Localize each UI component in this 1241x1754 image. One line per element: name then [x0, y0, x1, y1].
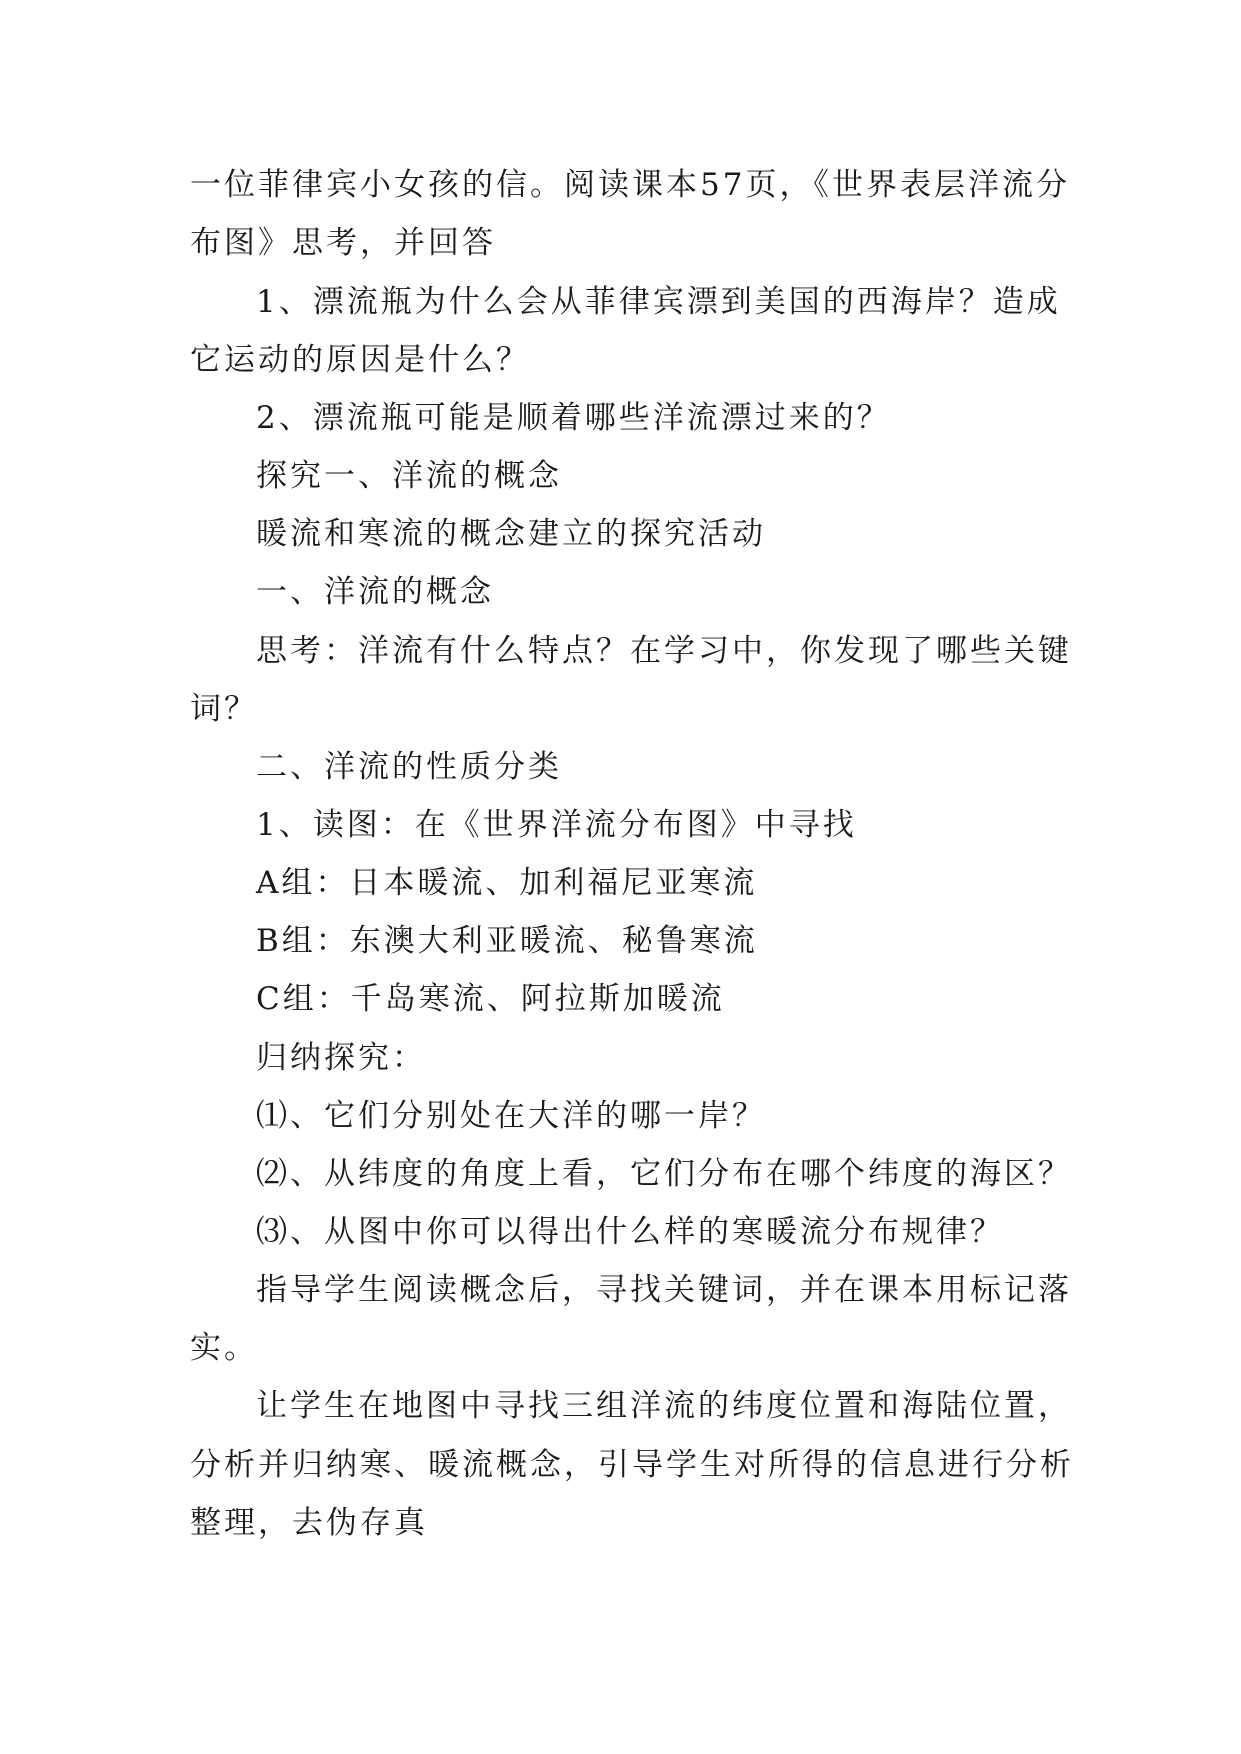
text-line-1: 一位菲律宾小女孩的信。阅读课本57页，《世界表层洋流分: [190, 167, 1070, 203]
text-line-11: 二、洋流的性质分类: [256, 749, 562, 785]
text-line-22: 让学生在地图中寻找三组洋流的纬度位置和海陆位置，: [256, 1388, 1072, 1424]
text-line-5: 2、漂流瓶可能是顺着哪些洋流漂过来的？: [256, 400, 891, 436]
text-line-20: 指导学生阅读概念后，寻找关键词，并在课本用标记落: [256, 1272, 1072, 1308]
text-line-15: C组：千岛寒流、阿拉斯加暖流: [256, 981, 725, 1017]
text-line-13: A组：日本暖流、加利福尼亚寒流: [256, 865, 758, 901]
text-line-17: ⑴、它们分别处在大洋的哪一岸？: [256, 1098, 766, 1134]
text-line-3: 1、漂流瓶为什么会从菲律宾漂到美国的西海岸？造成: [256, 284, 1061, 320]
text-line-19: ⑶、从图中你可以得出什么样的寒暖流分布规律？: [256, 1214, 1004, 1250]
text-line-24: 整理，去伪存真: [190, 1505, 428, 1541]
text-line-12: 1、读图：在《世界洋流分布图》中寻找: [256, 807, 857, 843]
text-line-4: 它运动的原因是什么？: [190, 342, 530, 378]
text-line-9: 思考：洋流有什么特点？在学习中，你发现了哪些关键: [256, 633, 1072, 669]
text-line-7: 暖流和寒流的概念建立的探究活动: [256, 516, 766, 552]
text-line-21: 实。: [190, 1330, 258, 1366]
text-line-23: 分析并归纳寒、暖流概念，引导学生对所得的信息进行分析: [190, 1447, 1074, 1483]
text-line-14: B组：东澳大利亚暖流、秘鲁寒流: [256, 923, 758, 959]
text-line-10: 词？: [190, 691, 258, 727]
text-line-8: 一、洋流的概念: [256, 574, 494, 610]
text-line-16: 归纳探究：: [256, 1040, 426, 1076]
text-line-18: ⑵、从纬度的角度上看，它们分布在哪个纬度的海区？: [256, 1156, 1072, 1192]
text-line-2: 布图》思考，并回答: [190, 225, 496, 261]
text-line-6: 探究一、洋流的概念: [256, 458, 562, 494]
